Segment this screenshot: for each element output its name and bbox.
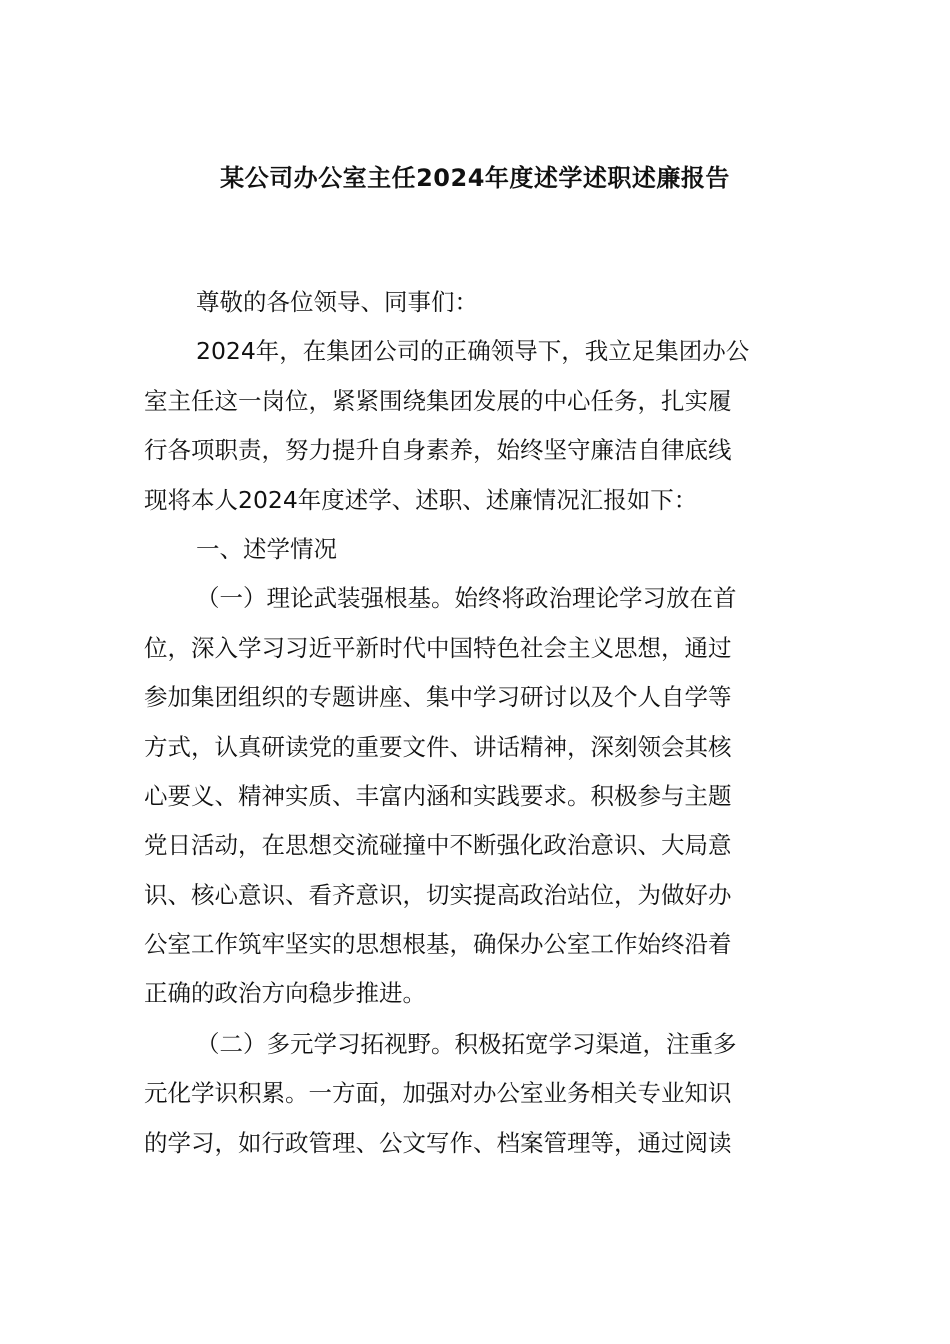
paragraph-line: 识、核心意识、看齐意识，切实提高政治站位，为做好办 (144, 880, 732, 909)
paragraph-line: 公室工作筑牢坚实的思想根基，确保办公室工作始终沿着 (144, 930, 732, 959)
paragraph-line: 正确的政治方向稳步推进。 (144, 979, 426, 1008)
paragraph-line: 行各项职责，努力提升自身素养，始终坚守廉洁自律底线 (144, 436, 732, 465)
paragraph-line: 2024年，在集团公司的正确领导下，我立足集团办公 (196, 337, 750, 366)
paragraph-line: （一）理论武装强根基。始终将政治理论学习放在首 (196, 584, 737, 613)
paragraph-line: 位，深入学习习近平新时代中国特色社会主义思想，通过 (144, 633, 732, 662)
paragraph-line: 方式，认真研读党的重要文件、讲话精神，深刻领会其核 (144, 732, 732, 761)
paragraph-line: （二）多元学习拓视野。积极拓宽学习渠道，注重多 (196, 1029, 737, 1058)
section-heading: 一、述学情况 (196, 534, 337, 563)
document-title: 某公司办公室主任2024年度述学述职述廉报告 (220, 164, 730, 192)
document-body (144, 278, 806, 1168)
salutation-line: 尊敬的各位领导、同事们： (196, 288, 478, 316)
paragraph-line: 党日活动，在思想交流碰撞中不断强化政治意识、大局意 (144, 831, 732, 860)
paragraph-line: 的学习，如行政管理、公文写作、档案管理等，通过阅读 (144, 1128, 732, 1157)
paragraph-line: 参加集团组织的专题讲座、集中学习研讨以及个人自学等 (144, 683, 732, 712)
paragraph-line: 室主任这一岗位，紧紧围绕集团发展的中心任务，扎实履 (144, 386, 732, 415)
paragraph-line: 心要义、精神实质、丰富内涵和实践要求。积极参与主题 (144, 781, 732, 810)
paragraph-line: 现将本人2024年度述学、述职、述廉情况汇报如下： (144, 485, 698, 514)
paragraph-line: 元化学识积累。一方面，加强对办公室业务相关专业知识 (144, 1079, 732, 1108)
